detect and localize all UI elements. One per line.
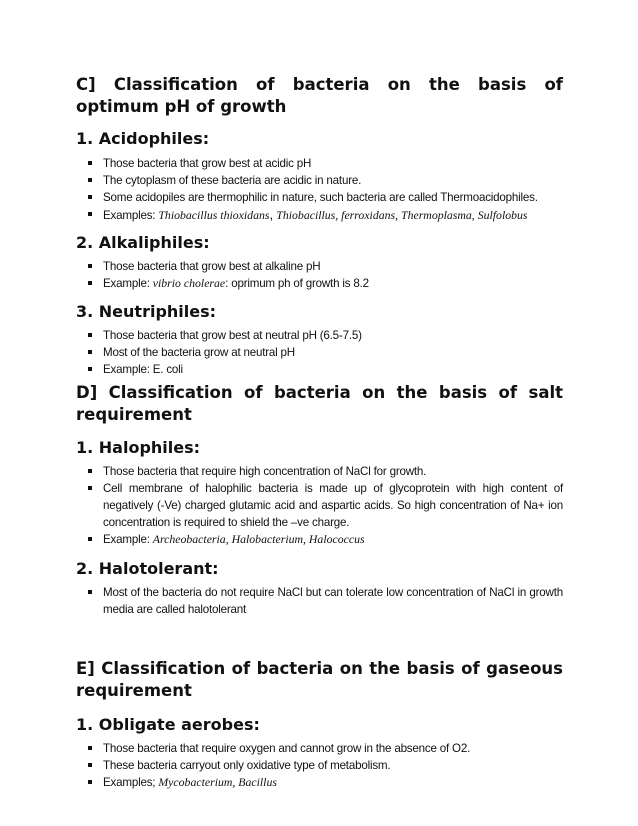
halophiles-list: [76, 463, 563, 548]
list-item: [76, 275, 563, 292]
list-item: These bacteria carryout only oxidative type of metabolism.: [76, 757, 563, 774]
list-item: Most of the bacteria do not require NaCl but can tolerate low concentration of NaCl in growth media are called halotolerant: [76, 584, 563, 618]
section-c-title: C] Classification of bacteria on the basis of optimum pH of growth: [76, 75, 563, 116]
list-item: Those bacteria that require high concentration of NaCl for growth.: [76, 463, 563, 480]
obligate-aerobes-heading: 1. Obligate aerobes:: [76, 715, 260, 734]
alkaliphiles-list: [76, 258, 563, 292]
list-item: Those bacteria that grow best at alkaline pH: [76, 258, 563, 275]
example-prefix: Example:: [103, 533, 153, 546]
list-item: Cell membrane of halophilic bacteria is made up of glycoprotein with high content of negatively (-Ve) charged glutamic acid and aspartic acids. So high concentration of Na+ ion concentration is required to shield the –ve charge.: [76, 480, 563, 531]
section-e-title: E] Classification of bacteria on the basis of gaseous requirement: [76, 659, 563, 700]
species-name: Archeobacteria, Halobacterium, Halococcus: [152, 532, 365, 546]
species-name: vibrio cholerae: [152, 276, 226, 290]
acidophiles-list: [76, 155, 563, 224]
list-item: Those bacteria that require oxygen and cannot grow in the absence of O2.: [76, 740, 563, 757]
list-item: [76, 531, 563, 548]
list-item: Example: E. coli: [76, 361, 563, 378]
acidophiles-heading: 1. Acidophiles:: [76, 129, 210, 148]
examples-prefix: Examples;: [103, 776, 159, 789]
section-d-title: D] Classification of bacteria on the basis of salt requirement: [76, 383, 563, 424]
species-name: Mycobacterium, Bacillus: [158, 775, 277, 789]
list-item: Some acidopiles are thermophilic in nature, such bacteria are called Thermoacidophiles.: [76, 189, 563, 206]
neutriphiles-heading: 3. Neutriphiles:: [76, 302, 217, 321]
halotolerant-list: [76, 584, 563, 618]
example-prefix: Example:: [103, 277, 153, 290]
list-item: [76, 206, 563, 224]
separator: ,: [269, 207, 277, 222]
halophiles-heading: 1. Halophiles:: [76, 438, 201, 457]
list-item: Those bacteria that grow best at acidic pH: [76, 155, 563, 172]
list-item: [76, 774, 563, 791]
document-page: [76, 74, 563, 791]
list-item: Those bacteria that grow best at neutral pH (6.5-7.5): [76, 327, 563, 344]
examples-prefix: Examples:: [103, 209, 159, 222]
list-item: The cytoplasm of these bacteria are acidic in nature.: [76, 172, 563, 189]
obligate-aerobes-list: [76, 740, 563, 791]
species-name: Thiobacillus, ferroxidans, Thermoplasma, Sulfolobus: [276, 208, 528, 222]
example-suffix: : oprimum ph of growth is 8.2: [225, 277, 369, 290]
alkaliphiles-heading: 2. Alkaliphiles:: [76, 233, 210, 252]
neutriphiles-list: [76, 327, 563, 378]
list-item: Most of the bacteria grow at neutral pH: [76, 344, 563, 361]
halotolerant-heading: 2. Halotolerant:: [76, 559, 219, 578]
species-name: Thiobacillus thioxidans: [158, 208, 270, 222]
